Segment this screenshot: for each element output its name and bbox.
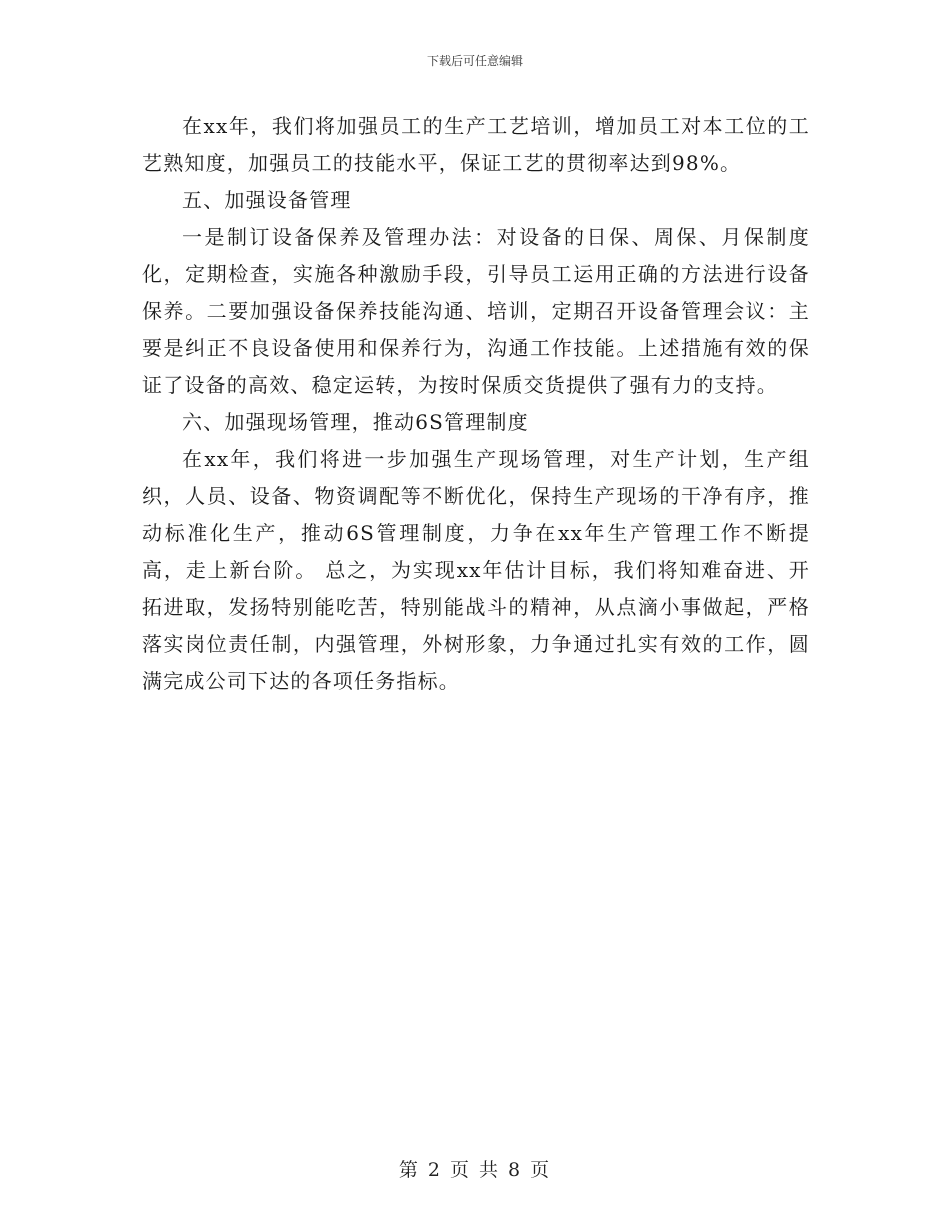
document-body [142, 108, 810, 700]
page-number: 第 2 页 共 8 页 [398, 1159, 552, 1181]
paragraph-equipment: 一是制订设备保养及管理办法：对设备的日保、周保、月保制度化，定期检查，实施各种激励手段，引导员工运用正确的方法进行设备保养。二要加强设备保养技能沟通、培训，定期召开设备管理会议：主要是纠正不良设备使用和保养行为，沟通工作技能。上述措施有效的保证了设备的高效、稳定运转，为按时保质交货提供了强有力的支持。 [142, 225, 810, 397]
page-header: 下载后可任意编辑 [426, 54, 523, 68]
section-heading-equipment: 五、加强设备管理 [182, 188, 352, 212]
section-heading-site-management: 六、加强现场管理，推动6S管理制度 [182, 410, 529, 434]
paragraph-training: 在xx年，我们将加强员工的生产工艺培训，增加员工对本工位的工艺熟知度，加强员工的技能水平，保证工艺的贯彻率达到98%。 [142, 114, 810, 175]
paragraph-site-management: 在xx年，我们将进一步加强生产现场管理，对生产计划，生产组织，人员、设备、物资调配等不断优化，保持生产现场的干净有序，推动标准化生产，推动6S管理制度，力争在xx年生产管理工作不断提高，走上新台阶。 总之，为实现xx年估计目标，我们将知难奋进、开拓进取，发扬特别能吃苦，特别能战斗的精神，从点滴小事做起，严格落实岗位责任制，内强管理，外树形象，力争通过扎实有效的工作，圆满完成公司下达的各项任务指标。 [142, 447, 810, 693]
